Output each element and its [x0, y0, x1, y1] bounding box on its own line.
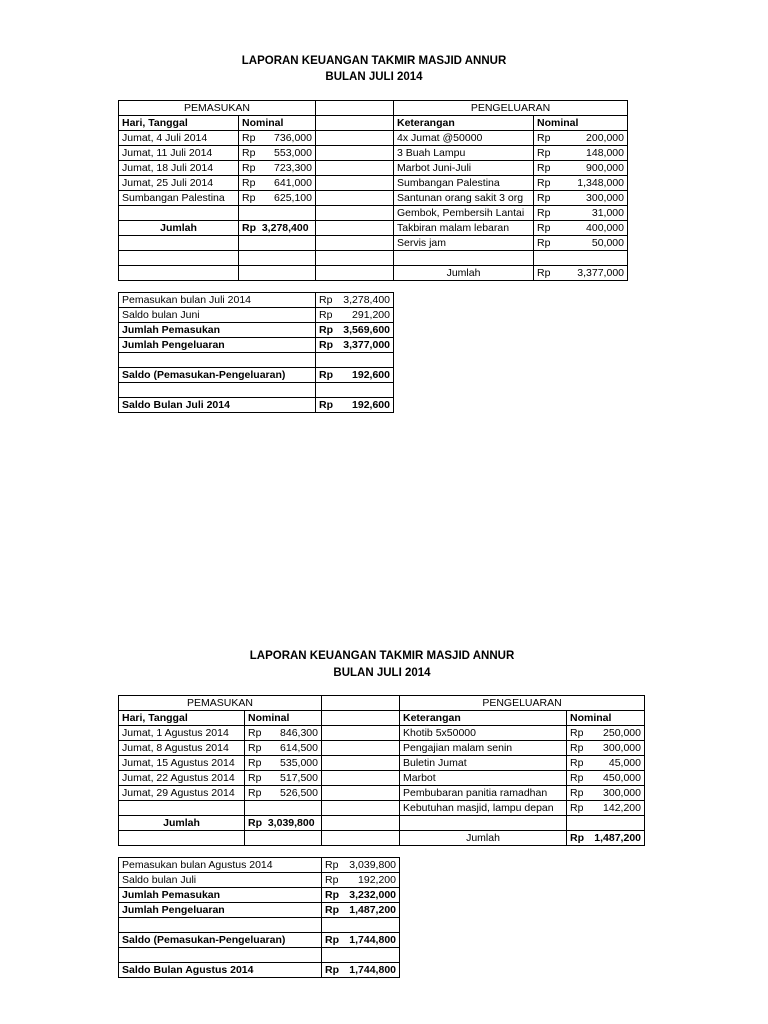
summary-amount: 3,569,600 — [343, 323, 390, 336]
report-table — [118, 695, 645, 846]
col-keterangan-header: Keterangan — [400, 711, 567, 726]
currency-label: Rp — [537, 206, 551, 219]
expense-label: Pengajian malam senin — [400, 741, 567, 756]
summary-row — [119, 963, 400, 978]
income-total-label: Jumlah — [119, 221, 239, 236]
col-nominal-header: Nominal — [245, 711, 322, 726]
currency-label: Rp — [325, 888, 339, 901]
summary-row — [119, 293, 394, 308]
currency-label: Rp — [319, 293, 333, 306]
expense-label: 4x Jumat @50000 — [394, 131, 534, 146]
summary-row — [119, 323, 394, 338]
summary-amount: 3,039,800 — [349, 858, 396, 871]
expense-amount: 200,000 — [586, 131, 624, 144]
currency-label: Rp — [242, 191, 256, 204]
saldo-label: Saldo (Pemasukan-Pengeluaran) — [119, 933, 322, 948]
table-row — [119, 206, 628, 221]
summary-amount: 3,278,400 — [343, 293, 390, 306]
income-amount: 641,000 — [274, 176, 312, 189]
summary-row — [119, 903, 400, 918]
expense-label: 3 Buah Lampu — [394, 146, 534, 161]
summary-row — [119, 338, 394, 353]
currency-label: Rp — [537, 221, 551, 234]
report-table — [118, 100, 628, 281]
pengeluaran-header: PENGELUARAN — [400, 696, 645, 711]
summary-label: Pemasukan bulan Juli 2014 — [119, 293, 316, 308]
income-amount: 723,300 — [274, 161, 312, 174]
income-amount: 846,300 — [280, 726, 318, 739]
summary-label: Jumlah Pengeluaran — [119, 338, 316, 353]
table-row — [119, 236, 628, 251]
currency-label: Rp — [242, 161, 256, 174]
currency-label: Rp — [537, 236, 551, 249]
currency-label: Rp — [248, 726, 262, 739]
currency-label: Rp — [570, 726, 584, 739]
saldo-bulan-label: Saldo Bulan Agustus 2014 — [119, 963, 322, 978]
table-row — [119, 221, 628, 236]
currency-label: Rp — [325, 963, 339, 976]
currency-label: Rp — [248, 771, 262, 784]
expense-amount: 300,000 — [603, 786, 641, 799]
expense-amount: 450,000 — [603, 771, 641, 784]
currency-label: Rp — [325, 873, 339, 886]
expense-amount: 300,000 — [586, 191, 624, 204]
currency-label: Rp — [248, 786, 262, 799]
col-keterangan-header: Keterangan — [394, 116, 534, 131]
expense-amount: 400,000 — [586, 221, 624, 234]
expense-label: Sumbangan Palestina — [394, 176, 534, 191]
currency-label: Rp — [325, 933, 339, 946]
currency-label: Rp — [242, 146, 256, 159]
currency-label: Rp — [242, 176, 256, 189]
currency-label: Rp — [537, 131, 551, 144]
summary-label: Jumlah Pengeluaran — [119, 903, 322, 918]
summary-amount: 1,487,200 — [349, 903, 396, 916]
saldo-label: Saldo (Pemasukan-Pengeluaran) — [119, 368, 316, 383]
currency-label: Rp — [319, 398, 333, 411]
summary-table — [118, 857, 400, 978]
income-amount: 535,000 — [280, 756, 318, 769]
expense-amount: 250,000 — [603, 726, 641, 739]
summary-amount: 3,377,000 — [343, 338, 390, 351]
col-nominal-header: Nominal — [567, 711, 645, 726]
table-row — [119, 741, 645, 756]
currency-label: Rp — [319, 323, 333, 336]
summary-label: Saldo bulan Juli — [119, 873, 322, 888]
currency-label: Rp — [242, 221, 256, 234]
report-title: LAPORAN KEUANGAN TAKMIR MASJID ANNUR — [249, 650, 515, 662]
expense-label: Kebutuhan masjid, lampu depan — [400, 801, 567, 816]
table-row — [119, 146, 628, 161]
saldo-amount: 192,600 — [352, 368, 390, 381]
income-date: Jumat, 11 Juli 2014 — [119, 146, 239, 161]
expense-label: Marbot Juni-Juli — [394, 161, 534, 176]
expense-label: Servis jam — [394, 236, 534, 251]
summary-row — [119, 308, 394, 323]
table-row — [119, 786, 645, 801]
income-amount: 526,500 — [280, 786, 318, 799]
table-row — [119, 191, 628, 206]
table-row — [119, 161, 628, 176]
expense-amount: 300,000 — [603, 741, 641, 754]
currency-label: Rp — [319, 368, 333, 381]
currency-label: Rp — [319, 338, 333, 351]
expense-label: Takbiran malam lebaran — [394, 221, 534, 236]
saldo-amount: 1,744,800 — [349, 933, 396, 946]
summary-row — [119, 858, 400, 873]
pemasukan-header: PEMASUKAN — [119, 101, 316, 116]
income-amount: 614,500 — [280, 741, 318, 754]
income-date: Sumbangan Palestina — [119, 191, 239, 206]
income-date: Jumat, 18 Juli 2014 — [119, 161, 239, 176]
income-total: 3,278,400 — [261, 221, 309, 234]
col-nominal-header: Nominal — [239, 116, 316, 131]
summary-amount: 192,200 — [358, 873, 396, 886]
saldo-bulan-amount: 1,744,800 — [349, 963, 396, 976]
table-row — [119, 131, 628, 146]
pemasukan-header: PEMASUKAN — [119, 696, 322, 711]
currency-label: Rp — [325, 858, 339, 871]
expense-amount: 31,000 — [591, 206, 624, 219]
report-subtitle: BULAN JULI 2014 — [325, 71, 423, 83]
table-row — [119, 801, 645, 816]
currency-label: Rp — [570, 801, 584, 814]
currency-label: Rp — [570, 771, 584, 784]
expense-label: Buletin Jumat — [400, 756, 567, 771]
saldo-bulan-label: Saldo Bulan Juli 2014 — [119, 398, 316, 413]
summary-label: Jumlah Pemasukan — [119, 888, 322, 903]
summary-table — [118, 292, 394, 413]
currency-label: Rp — [537, 146, 551, 159]
currency-label: Rp — [570, 786, 584, 799]
table-row — [119, 266, 628, 281]
summary-row — [119, 888, 400, 903]
currency-label: Rp — [537, 266, 551, 279]
expense-label: Gembok, Pembersih Lantai — [394, 206, 534, 221]
currency-label: Rp — [570, 741, 584, 754]
income-amount: 553,000 — [274, 146, 312, 159]
currency-label: Rp — [537, 161, 551, 174]
currency-label: Rp — [325, 903, 339, 916]
currency-label: Rp — [248, 756, 262, 769]
currency-label: Rp — [248, 816, 262, 829]
summary-row — [119, 368, 394, 383]
expense-amount: 148,000 — [586, 146, 624, 159]
table-row — [119, 756, 645, 771]
table-row — [119, 771, 645, 786]
table-row — [119, 176, 628, 191]
table-row — [119, 726, 645, 741]
expense-amount: 142,200 — [603, 801, 641, 814]
currency-label: Rp — [537, 176, 551, 189]
expense-amount: 50,000 — [591, 236, 624, 249]
income-amount: 517,500 — [280, 771, 318, 784]
currency-label: Rp — [319, 308, 333, 321]
col-nominal-header: Nominal — [534, 116, 628, 131]
table-row — [119, 831, 645, 846]
currency-label: Rp — [570, 756, 584, 769]
saldo-bulan-amount: 192,600 — [352, 398, 390, 411]
summary-label: Jumlah Pemasukan — [119, 323, 316, 338]
report-title: LAPORAN KEUANGAN TAKMIR MASJID ANNUR — [241, 55, 507, 67]
pengeluaran-header: PENGELUARAN — [394, 101, 628, 116]
col-date-header: Hari, Tanggal — [119, 116, 239, 131]
expense-total-label: Jumlah — [394, 266, 534, 281]
expense-label: Marbot — [400, 771, 567, 786]
expense-amount: 900,000 — [586, 161, 624, 174]
expense-total: 1,487,200 — [594, 831, 641, 844]
summary-amount: 3,232,000 — [349, 888, 396, 901]
currency-label: Rp — [242, 131, 256, 144]
income-amount: 625,100 — [274, 191, 312, 204]
income-date: Jumat, 25 Juli 2014 — [119, 176, 239, 191]
expense-label: Pembubaran panitia ramadhan — [400, 786, 567, 801]
expense-amount: 45,000 — [608, 756, 641, 769]
summary-label: Pemasukan bulan Agustus 2014 — [119, 858, 322, 873]
summary-amount: 291,200 — [352, 308, 390, 321]
expense-total-label: Jumlah — [400, 831, 567, 846]
summary-row — [119, 873, 400, 888]
income-amount: 736,000 — [274, 131, 312, 144]
summary-row — [119, 933, 400, 948]
income-date: Jumat, 15 Agustus 2014 — [119, 756, 245, 771]
currency-label: Rp — [537, 191, 551, 204]
income-date: Jumat, 29 Agustus 2014 — [119, 786, 245, 801]
summary-label: Saldo bulan Juni — [119, 308, 316, 323]
income-date: Jumat, 4 Juli 2014 — [119, 131, 239, 146]
col-date-header: Hari, Tanggal — [119, 711, 245, 726]
currency-label: Rp — [248, 741, 262, 754]
expense-label: Santunan orang sakit 3 org — [394, 191, 534, 206]
table-row — [119, 816, 645, 831]
expense-label: Khotib 5x50000 — [400, 726, 567, 741]
summary-row — [119, 398, 394, 413]
income-total: 3,039,800 — [267, 816, 315, 829]
income-date: Jumat, 22 Agustus 2014 — [119, 771, 245, 786]
expense-total: 3,377,000 — [577, 266, 624, 279]
income-date: Jumat, 1 Agustus 2014 — [119, 726, 245, 741]
expense-amount: 1,348,000 — [577, 176, 624, 189]
report-subtitle: BULAN JULI 2014 — [333, 667, 431, 679]
currency-label: Rp — [570, 831, 584, 844]
income-total-label: Jumlah — [119, 816, 245, 831]
income-date: Jumat, 8 Agustus 2014 — [119, 741, 245, 756]
